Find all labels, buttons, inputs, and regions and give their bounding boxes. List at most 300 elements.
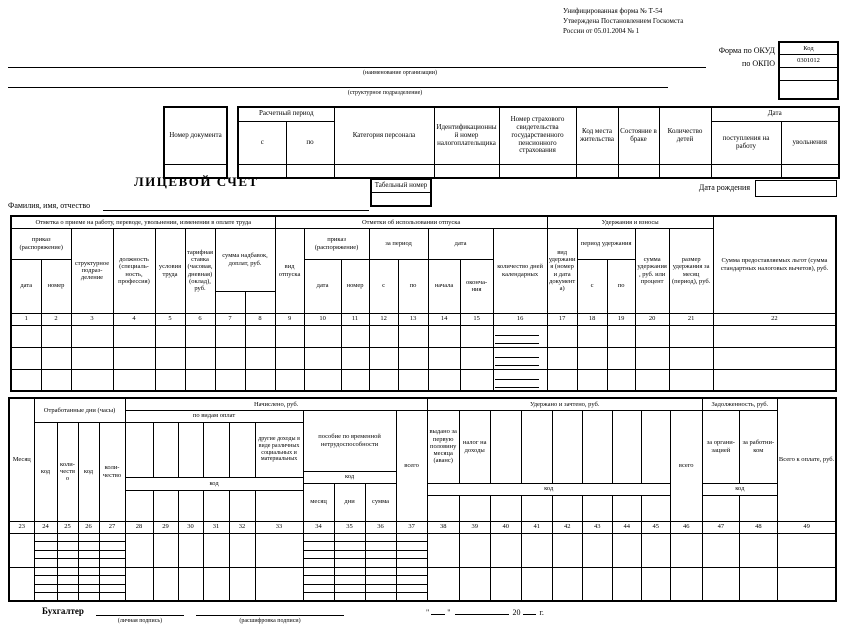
full-name-line[interactable] [103,195,369,211]
blank-cell[interactable] [777,533,836,567]
blank-cell[interactable] [612,567,641,601]
col-number: 22 [713,313,836,325]
blank-cell[interactable] [547,369,577,391]
blank-cell[interactable] [341,325,369,347]
blank-cell[interactable] [552,567,582,601]
blank-cell[interactable] [396,559,427,568]
hdr-number: номер [341,259,369,313]
blank-cell[interactable] [607,369,635,391]
blank-cell[interactable] [396,567,427,576]
blank-cell[interactable] [153,422,178,477]
blank-cell[interactable] [99,567,125,576]
hdr-benefit-days: дни [334,483,365,521]
day-line[interactable] [431,606,445,615]
blank-cell[interactable] [334,584,365,593]
col-number: 16 [493,313,547,325]
hdr-month: Месяц [9,398,34,521]
blank-cell[interactable] [341,369,369,391]
blank-cell[interactable] [739,495,777,521]
blank-cell[interactable] [607,347,635,369]
col-number: 37 [396,521,427,533]
blank-cell[interactable] [78,584,99,593]
col-number: 21 [669,313,713,325]
blank-cell[interactable] [203,490,229,521]
col-number: 1 [11,313,41,325]
blank-cell[interactable] [155,347,185,369]
blank-cell[interactable] [113,347,155,369]
hdr-withheld: Удержано и зачтено, руб. [427,398,702,410]
blank-cell[interactable] [396,542,427,551]
blank-cell[interactable] [34,533,57,542]
blank-cell[interactable] [577,347,607,369]
form-approval-note [563,6,793,36]
blank-cell[interactable] [113,325,155,347]
hdr-order: приказ (распоряжение) [11,228,71,259]
blank-cell[interactable] [702,567,739,601]
blank-cell[interactable] [78,550,99,559]
hdr-to: по [398,259,428,313]
blank-cell[interactable] [427,495,459,521]
blank-cell[interactable] [396,576,427,585]
blank-cell[interactable] [460,325,493,347]
blank-cell[interactable] [71,325,113,347]
col-number: 18 [577,313,607,325]
hdr-total-payable: Всего к оплате, руб. [777,398,836,521]
blank-cell[interactable] [303,576,334,585]
hdr-advance: выдано за первую половину месяца (аванс) [427,410,459,483]
blank-cell[interactable] [369,325,398,347]
blank-cell[interactable] [78,576,99,585]
blank-cell[interactable] [178,422,203,477]
blank-cell[interactable] [612,495,641,521]
blank-cell[interactable] [215,347,245,369]
form-ref-line: Утверждена Постановлением Госкомста [563,17,684,25]
blank-cell[interactable] [78,533,99,542]
col-number: 34 [303,521,334,533]
blank-cell[interactable] [334,533,365,542]
blank-cell[interactable] [713,347,836,369]
blank-cell[interactable] [635,325,669,347]
blank-cell[interactable] [552,410,582,483]
blank-cell[interactable] [41,347,71,369]
blank-cell[interactable] [612,533,641,567]
blank-cell[interactable] [229,490,255,521]
blank-cell[interactable] [547,347,577,369]
blank-cell[interactable] [341,347,369,369]
blank-cell[interactable] [713,369,836,391]
blank-cell[interactable] [71,347,113,369]
blank-cell[interactable] [641,533,670,567]
hdr-to: по [607,259,635,313]
blank-cell[interactable] [203,533,229,567]
hdr-income-tax: налог на доходы [459,410,490,483]
blank-cell[interactable] [365,533,396,542]
col-number: 40 [490,521,521,533]
blank-cell[interactable] [499,164,576,178]
blank-cell[interactable] [57,584,78,593]
blank-cell[interactable] [255,533,303,567]
section-deductions-header: Удержания и взносы [547,216,713,228]
hdr-vacation-type: вид отпуска [275,228,304,313]
blank-cell[interactable] [125,533,153,567]
quote-mark: " [447,608,451,617]
hdr-period-from: с [238,121,286,164]
blank-cell[interactable] [275,325,304,347]
blank-cell[interactable] [365,584,396,593]
blank-cell[interactable] [155,369,185,391]
blank-cell[interactable] [113,369,155,391]
col-number: 32 [229,521,255,533]
blank-cell[interactable] [57,593,78,602]
blank-cell[interactable] [396,550,427,559]
hdr-benefit-month: месяц [303,483,334,521]
blank-cell[interactable] [78,542,99,551]
blank-cell[interactable] [41,325,71,347]
hdr-document-number: Номер документа [164,107,227,164]
blank-cell[interactable] [303,550,334,559]
blank-cell[interactable] [178,533,203,567]
blank-cell[interactable] [369,369,398,391]
blank-cell[interactable] [641,410,670,483]
blank-cell[interactable] [334,164,434,178]
blank-cell[interactable] [229,533,255,567]
blank-cell[interactable] [155,325,185,347]
blank-cell[interactable] [428,347,460,369]
blank-cell[interactable] [460,369,493,391]
blank-cell[interactable] [125,490,153,521]
blank-cell[interactable] [34,542,57,551]
col-number: 17 [547,313,577,325]
blank-cell[interactable] [713,325,836,347]
blank-cell[interactable] [304,325,341,347]
blank-cell[interactable] [635,369,669,391]
form-ref-line: России от 05.01.2004 № 1 [563,27,640,35]
blank-cell[interactable] [577,369,607,391]
blank-cell[interactable] [702,495,739,521]
organization-name-line[interactable] [8,67,706,68]
month-cell[interactable] [9,533,34,567]
blank-cell[interactable] [490,495,521,521]
col-number: 44 [612,521,641,533]
blank-cell[interactable] [275,347,304,369]
blank-cell[interactable] [521,495,552,521]
blank-cell[interactable] [185,369,215,391]
col-number: 3 [71,313,113,325]
blank-cell[interactable] [153,490,178,521]
blank-cell[interactable] [255,490,303,521]
birth-date-field[interactable] [755,180,837,197]
okpo-code-cell[interactable] [779,67,838,80]
blank-cell[interactable] [11,347,41,369]
blank-cell[interactable] [303,593,334,602]
col-number: 15 [460,313,493,325]
blank-cell[interactable] [670,533,702,567]
blank-cell[interactable] [711,164,781,178]
blank-cell[interactable] [669,347,713,369]
col-number: 30 [178,521,203,533]
blank-cell[interactable] [365,550,396,559]
blank-cell[interactable] [153,533,178,567]
blank-cell[interactable] [434,164,499,178]
structural-unit-line[interactable] [8,87,668,88]
blank-cell[interactable] [245,325,275,347]
blank-cell[interactable] [57,567,78,576]
blank-cell[interactable] [612,410,641,483]
blank-cell[interactable] [34,576,57,585]
blank-cell[interactable] [521,410,552,483]
blank-cell[interactable] [203,422,229,477]
blank-cell[interactable] [577,325,607,347]
year-line[interactable] [523,606,536,615]
blank-cell[interactable] [34,550,57,559]
hdr-children-count: Количество детей [659,107,711,164]
col-number: 25 [57,521,78,533]
hdr-code: код [702,483,777,495]
form-ref-line: Унифицированная форма № Т-54 [563,7,663,15]
blank-cell[interactable] [490,410,521,483]
blank-cell[interactable] [635,347,669,369]
blank-cell[interactable] [398,347,428,369]
blank-cell[interactable] [779,80,838,99]
blank-cell[interactable] [365,576,396,585]
hdr-inn: Идентификационный номер налогоплательщика [434,107,499,164]
blank-cell[interactable] [71,369,113,391]
blank-cell[interactable] [275,369,304,391]
calendar-days-cell[interactable] [493,347,547,369]
blank-cell[interactable] [304,347,341,369]
document-number-table [163,106,228,179]
signature-transcript-line[interactable] [196,615,344,616]
blank-cell[interactable] [427,533,459,567]
hdr-for-period: за период [369,228,428,259]
blank-cell[interactable] [334,567,365,576]
col-number: 48 [739,521,777,533]
blank-cell[interactable] [229,567,255,601]
blank-cell[interactable] [99,584,125,593]
blank-cell[interactable] [552,495,582,521]
hdr-code: код [427,483,670,495]
blank-cell[interactable] [215,291,245,313]
col-number: 10 [304,313,341,325]
hdr-date: дата [304,259,341,313]
blank-cell[interactable] [641,495,670,521]
blank-cell[interactable] [582,410,612,483]
blank-cell[interactable] [521,533,552,567]
blank-cell[interactable] [11,325,41,347]
hdr-pension-insurance: Номер страхового свидетельства государственного пенсионного страхования [499,107,576,164]
hdr-from: с [369,259,398,313]
blank-cell[interactable] [303,542,334,551]
blank-cell[interactable] [99,542,125,551]
blank-cell[interactable] [369,347,398,369]
blank-cell[interactable] [607,325,635,347]
blank-cell[interactable] [34,567,57,576]
blank-cell[interactable] [618,164,659,178]
employment-table [10,215,837,392]
col-number: 36 [365,521,396,533]
blank-cell[interactable] [365,559,396,568]
blank-cell[interactable] [99,533,125,542]
col-number: 5 [155,313,185,325]
blank-cell[interactable] [398,369,428,391]
blank-cell[interactable] [203,567,229,601]
blank-cell[interactable] [303,567,334,576]
blank-cell[interactable] [178,567,203,601]
blank-cell[interactable] [739,567,777,601]
hdr-deduction-size: размер удержания за месяц (период), руб. [669,228,713,313]
blank-cell[interactable] [334,593,365,602]
blank-cell[interactable] [428,325,460,347]
blank-cell[interactable] [125,422,153,477]
hdr-other-income: другие доходы в виде различных социальных и материальных [255,422,303,477]
blank-cell[interactable] [34,584,57,593]
blank-cell[interactable] [185,347,215,369]
blank-cell[interactable] [304,369,341,391]
blank-cell[interactable] [396,584,427,593]
hdr-by-pay-types: по видам оплат [125,410,303,422]
blank-cell[interactable] [215,325,245,347]
blank-cell[interactable] [582,495,612,521]
blank-cell[interactable] [334,542,365,551]
blank-cell[interactable] [99,559,125,568]
hdr-calendar-days: количество дней календарных [493,228,547,313]
blank-cell[interactable] [396,593,427,602]
blank-cell[interactable] [125,567,153,601]
blank-cell[interactable] [582,533,612,567]
blank-cell[interactable] [34,593,57,602]
blank-cell[interactable] [245,369,275,391]
col-number: 14 [428,313,460,325]
col-number: 49 [777,521,836,533]
hdr-sick-benefit: пособие по временной нетрудоспособности [303,410,396,471]
hdr-code: код [34,422,57,521]
col-number: 45 [641,521,670,533]
hdr-quantity: коли-чество [99,422,125,521]
blank-cell[interactable] [641,567,670,601]
blank-cell[interactable] [78,593,99,602]
hdr-deduction-sum: сумма удержания, руб. или процент [635,228,669,313]
hdr-withheld-total: всего [670,410,702,521]
blank-cell[interactable] [99,550,125,559]
blank-cell[interactable] [365,567,396,576]
blank-cell[interactable] [57,559,78,568]
blank-cell[interactable] [582,567,612,601]
blank-cell[interactable] [245,347,275,369]
blank-cell[interactable] [670,567,702,601]
blank-cell[interactable] [185,325,215,347]
blank-cell[interactable] [702,533,739,567]
hdr-worked-days: Отработанные дни (часы) [34,398,125,422]
blank-cell[interactable] [334,576,365,585]
blank-cell[interactable] [303,584,334,593]
month-line[interactable] [455,606,509,615]
blank-cell[interactable] [215,369,245,391]
hdr-code: код [125,477,303,490]
blank-cell[interactable] [41,369,71,391]
accountant-label: Бухгалтер [42,606,84,616]
okud-label: Форма по ОКУД [718,46,775,55]
blank-cell[interactable] [153,567,178,601]
blank-cell[interactable] [459,533,490,567]
blank-cell[interactable] [245,291,275,313]
blank-cell[interactable] [659,164,711,178]
blank-cell[interactable] [286,164,334,178]
blank-cell[interactable] [57,576,78,585]
blank-cell[interactable] [229,422,255,477]
hdr-number: номер [41,259,71,313]
blank-cell[interactable] [669,369,713,391]
blank-cell[interactable] [99,576,125,585]
blank-cell[interactable] [57,542,78,551]
blank-cell[interactable] [459,567,490,601]
blank-cell[interactable] [396,533,427,542]
blank-cell[interactable] [490,533,521,567]
hdr-from: с [577,259,607,313]
blank-cell[interactable] [459,495,490,521]
blank-cell[interactable] [57,550,78,559]
personnel-number-cell[interactable] [371,192,431,206]
calendar-days-cell[interactable] [493,325,547,347]
blank-cell[interactable] [490,567,521,601]
col-number: 2 [41,313,71,325]
blank-cell[interactable] [11,369,41,391]
blank-cell[interactable] [57,533,78,542]
col-number: 23 [9,521,34,533]
month-cell[interactable] [9,567,34,601]
blank-cell[interactable] [99,593,125,602]
hdr-code: код [303,471,396,483]
blank-cell[interactable] [777,567,836,601]
hdr-marital-status: Состояние в браке [618,107,659,164]
blank-cell[interactable] [398,325,428,347]
blank-cell[interactable] [78,567,99,576]
hdr-accrued-total: всего [396,410,427,521]
hdr-settlement-period: Расчетный период [238,107,334,121]
blank-cell[interactable] [547,325,577,347]
blank-cell[interactable] [365,593,396,602]
personnel-number-table [370,178,432,207]
blank-cell[interactable] [334,550,365,559]
calendar-days-cell[interactable] [493,369,547,391]
col-number: 42 [552,521,582,533]
blank-cell[interactable] [428,369,460,391]
col-number: 38 [427,521,459,533]
blank-cell[interactable] [781,164,839,178]
blank-cell[interactable] [178,490,203,521]
personal-signature-line[interactable] [96,615,184,616]
blank-cell[interactable] [521,567,552,601]
blank-cell[interactable] [303,533,334,542]
hdr-deduction-period: период удержания [577,228,635,259]
blank-cell[interactable] [669,325,713,347]
blank-cell[interactable] [78,559,99,568]
hdr-date-hired: поступления на работу [711,121,781,164]
blank-cell[interactable] [739,533,777,567]
code-header: Код [779,42,838,54]
date-line [426,606,544,617]
blank-cell[interactable] [34,559,57,568]
blank-cell[interactable] [427,567,459,601]
blank-cell[interactable] [255,567,303,601]
blank-cell[interactable] [303,559,334,568]
blank-cell[interactable] [334,559,365,568]
blank-cell[interactable] [460,347,493,369]
col-number: 35 [334,521,365,533]
blank-cell[interactable] [552,533,582,567]
blank-cell[interactable] [365,542,396,551]
blank-cell[interactable] [576,164,618,178]
hdr-order: приказ (распоряжение) [304,228,369,259]
